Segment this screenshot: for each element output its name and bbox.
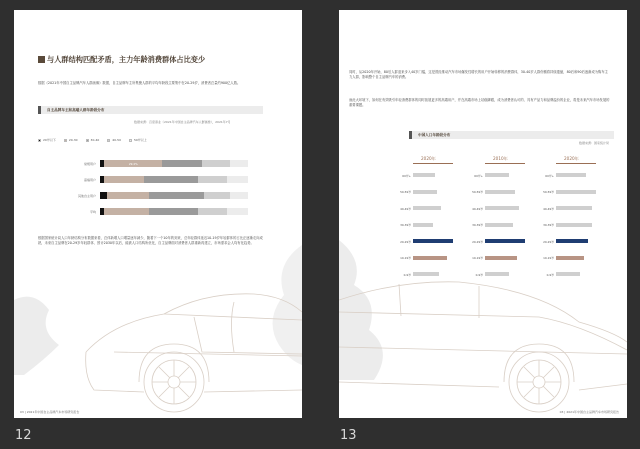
page-title: 与人群结构匹配矛盾，主力年龄消费群体占比变少 (38, 55, 205, 65)
legend-swatch (64, 139, 67, 142)
bar-segment (104, 176, 144, 183)
chart-source: 数据来源：国家统计局 (579, 141, 610, 145)
year-underline (485, 163, 525, 164)
age-bar (556, 223, 592, 227)
chart-legend (38, 138, 155, 142)
bar-segment (204, 192, 231, 199)
age-group-label: 30-39岁 (400, 223, 411, 227)
age-group-label: 50-59岁 (400, 190, 411, 194)
age-bar (556, 206, 592, 210)
category-label: 其他自主用户 (77, 194, 96, 198)
chart-source: 数据来源：百度商业《2021年中国自主品牌汽车人群画像》，2021年7月 (134, 120, 231, 124)
age-group-label: 0-9岁 (403, 272, 411, 277)
bar-segment (230, 192, 248, 199)
bar-segment (149, 208, 198, 215)
year-header: 2020年 (564, 156, 579, 161)
stacked-bar (100, 160, 248, 167)
intro-paragraph-1: 同时，从2020年开始，80后人群迎来步入40岁门槛，这是曾经推动汽车市场爆发性增长的用户开始转移的消费群体，30-40岁人群份额将持续萎缩，80后和90后逐渐成为购车主力人群，影响整个自主品牌汽车的消费。 (349, 70, 608, 80)
age-bar (485, 173, 509, 177)
age-bar (556, 190, 596, 194)
title-marker-icon (38, 56, 45, 63)
legend-label: 50岁以上 (133, 138, 147, 142)
brush-watermark-left (14, 290, 74, 380)
bar-segment (107, 192, 148, 199)
age-group-label: 60岁+ (402, 173, 411, 178)
age-group-label: 10-19岁 (400, 256, 411, 260)
legend-label: 40-50 (112, 138, 121, 142)
age-bar (556, 256, 584, 260)
age-group-label: 10-19岁 (472, 256, 483, 260)
bar-segment (162, 160, 202, 167)
legend-item (129, 138, 147, 142)
age-group-label: 20-29岁 (400, 239, 411, 244)
intro-paragraph-2: 而此大环境下，如何在有效吸引年轻消费群体的同时拓展更多的高端用户，并在高端市场上站稳脚跟，成为消费者认可的、具有产品力和品牌溢价的企业，将是未来汽车市场发展的重要课题。 (349, 98, 610, 108)
car-illustration (84, 282, 302, 418)
age-group-label: 40-49岁 (543, 206, 554, 211)
bar-segment (144, 176, 197, 183)
legend-swatch (107, 139, 110, 142)
age-group-label: 50-59岁 (543, 190, 554, 194)
category-label: 常规用户 (83, 162, 96, 166)
legend-label: 20岁以下 (43, 138, 56, 142)
bar-segment (227, 176, 248, 183)
year-underline (413, 163, 453, 164)
section-header: 自主品牌车主和高端人群年龄段分布 (38, 106, 263, 114)
age-group-label: 0-9岁 (475, 272, 483, 277)
bar-segment (227, 208, 248, 215)
bar-segment (100, 192, 107, 199)
age-bar (413, 206, 441, 210)
intro-paragraph: 数据《2021年中国自主品牌汽车人群画像》数据，自主品牌车主所集聚人群的平均年龄段主要集中在20-29岁，消费者总量约900亿人数。 (38, 81, 241, 85)
age-bar (413, 239, 453, 243)
age-bar (485, 256, 517, 260)
age-bar (413, 190, 437, 194)
legend-item (38, 138, 56, 142)
bar-segment (149, 192, 204, 199)
age-group-label: 10-19岁 (543, 256, 554, 260)
page-number-12: 12 (15, 428, 32, 443)
age-group-label: 30-39岁 (543, 223, 554, 227)
age-group-label: 40-49岁 (400, 206, 411, 211)
age-group-label: 20-29岁 (472, 239, 483, 244)
stacked-bar (100, 176, 248, 183)
age-bar (485, 239, 525, 243)
bar-segment (230, 160, 248, 167)
category-label: 平均 (89, 210, 96, 214)
bar-segment (202, 160, 230, 167)
body-paragraph: 根据国家统计局人口年龄结构分布数据来看，总体新增人口增量逐年减少，随着下一个10年的到来，总年轻群体延迟10-19岁年轻群体的占比正逐渐走向成熟，未来自主品牌在20-29岁年轻群体、预计2030年以后，能被人口结构所优化，自主品牌面对消费者人群重新再建立，市场需求会人均有化趋势。 (38, 236, 263, 246)
age-group-label: 30-39岁 (472, 223, 483, 227)
age-bar (556, 173, 586, 177)
stacked-bar (100, 208, 248, 215)
stacked-bar (100, 192, 248, 199)
year-underline (556, 163, 596, 164)
stacked-bar-row (38, 160, 248, 167)
legend-item (107, 138, 121, 142)
age-bar (413, 223, 433, 227)
year-header: 2010年 (493, 156, 508, 161)
page-12 (14, 10, 302, 418)
age-bar (485, 190, 515, 194)
stacked-bar-row (38, 176, 248, 183)
age-group-label: 0-9岁 (546, 272, 554, 277)
age-bar (556, 239, 588, 243)
age-group-label: 60岁+ (474, 173, 483, 178)
page-footer: 03 | 2021年中国自主品牌汽车市场研究报告 (559, 410, 619, 414)
legend-label: 20-30 (68, 138, 78, 142)
legend-item (86, 138, 100, 142)
bar-segment (198, 176, 228, 183)
bar-segment (104, 160, 162, 167)
age-bar (413, 173, 435, 177)
legend-label: 30-40 (90, 138, 100, 142)
age-group-label: 60岁+ (545, 173, 554, 178)
bar-segment (198, 208, 228, 215)
legend-swatch (129, 139, 132, 142)
page-footer: 03 | 2021年中国自主品牌汽车市场研究报告 (20, 410, 80, 414)
section-header: 中国人口年龄段分布 (409, 131, 614, 139)
age-group-label: 20-29岁 (543, 239, 554, 244)
age-bar (413, 256, 447, 260)
legend-swatch (38, 139, 41, 142)
category-label: 高端用户 (83, 178, 96, 182)
segment-label: 29.4% (128, 161, 138, 166)
age-group-label: 40-49岁 (472, 206, 483, 211)
page-13 (339, 10, 627, 418)
bar-segment (104, 208, 148, 215)
age-bar (485, 206, 519, 210)
car-illustration (339, 272, 627, 418)
age-group-label: 50-59岁 (472, 190, 483, 194)
stacked-bar-row (38, 208, 248, 215)
year-header: 2020年 (421, 156, 436, 161)
stacked-bar-row (38, 192, 248, 199)
page-number-13: 13 (340, 428, 357, 443)
age-bar (485, 223, 513, 227)
legend-swatch (86, 139, 89, 142)
legend-item (64, 138, 78, 142)
